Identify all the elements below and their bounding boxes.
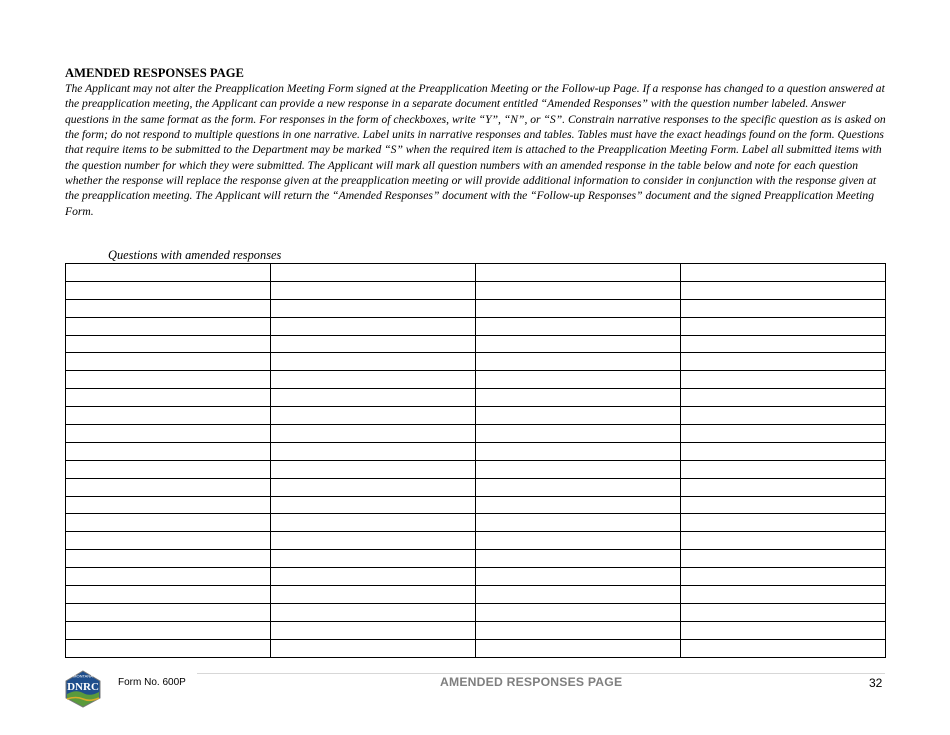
table-cell[interactable] [476,478,681,496]
table-cell[interactable] [476,460,681,478]
table-cell[interactable] [681,425,886,443]
table-cell[interactable] [476,550,681,568]
table-cell[interactable] [271,478,476,496]
table-cell[interactable] [271,568,476,586]
table-cell[interactable] [271,639,476,657]
table-row [66,389,886,407]
amended-responses-table [65,263,886,658]
table-cell[interactable] [476,514,681,532]
table-cell[interactable] [271,460,476,478]
table-cell[interactable] [66,407,271,425]
table-row [66,639,886,657]
table-cell[interactable] [66,621,271,639]
page-footer [0,668,950,708]
table-row [66,335,886,353]
footer-page-title: AMENDED RESPONSES PAGE [440,675,623,689]
form-number: Form No. 600P [118,677,186,688]
table-cell[interactable] [271,335,476,353]
table-cell[interactable] [271,317,476,335]
table-cell[interactable] [681,550,886,568]
table-cell[interactable] [476,621,681,639]
dnrc-logo [64,670,102,708]
table-cell[interactable] [681,514,886,532]
table-cell[interactable] [271,496,476,514]
table-cell[interactable] [271,389,476,407]
table-cell[interactable] [681,621,886,639]
table-cell[interactable] [476,603,681,621]
logo-text: DNRC [67,681,99,693]
table-cell[interactable] [271,299,476,317]
table-row [66,478,886,496]
table-cell[interactable] [681,460,886,478]
table-cell[interactable] [271,603,476,621]
table-cell[interactable] [271,532,476,550]
table-cell[interactable] [476,371,681,389]
table-cell[interactable] [681,335,886,353]
table-cell[interactable] [681,586,886,604]
table-cell[interactable] [681,407,886,425]
table-cell[interactable] [681,281,886,299]
table-cell[interactable] [271,425,476,443]
table-cell[interactable] [681,442,886,460]
table-cell[interactable] [66,389,271,407]
footer-divider [197,673,885,674]
table-row [66,586,886,604]
table-cell[interactable] [271,353,476,371]
table-cell[interactable] [681,371,886,389]
table-cell[interactable] [66,335,271,353]
table-cell[interactable] [476,568,681,586]
table-cell[interactable] [476,264,681,282]
table-row [66,299,886,317]
table-cell[interactable] [476,281,681,299]
table-row [66,371,886,389]
instructions-paragraph: The Applicant may not alter the Preapplication Meeting Form signed at the Preapplication Meeting or the Follow-up Page. If a response has changed to a question answered at the preapplication meeting, the Applicant can provide a new response in a separate document entitled “Amended Responses” with the question number labeled. Answer questions in the same format as the form. For responses in the form of checkboxes, write “Y”, “N”, or “S”. Constrain narrative responses to the specific question as is asked on the form; do not respond to multiple questions in one narrative. Label units in narrative responses and tables. Tables must have the exact headings found on the form. Questions that require items to be submitted to the Department may be marked “S” when the required item is attached to the Preapplication Meeting Form. Label all submitted items with the question number for which they were submitted. The Applicant will mark all question numbers with an amended response in the table below and note for each question whether the response will replace the response given at the preapplication meeting or will provide additional information to consider in conjunction with the response given at the preapplication meeting. The Applicant will return the “Amended Responses” document with the “Follow-up Responses” document and the signed Preapplication Meeting Form. [65,82,886,218]
page-heading: AMENDED RESPONSES PAGE [65,66,244,80]
table-cell[interactable] [476,299,681,317]
table-cell[interactable] [476,335,681,353]
table-cell[interactable] [66,514,271,532]
table-caption: Questions with amended responses [108,248,282,262]
table-cell[interactable] [681,532,886,550]
table-cell[interactable] [476,442,681,460]
table-cell[interactable] [271,621,476,639]
table-cell[interactable] [681,299,886,317]
table-row [66,425,886,443]
table-cell[interactable] [66,299,271,317]
table-cell[interactable] [66,425,271,443]
table-cell[interactable] [66,639,271,657]
table-cell[interactable] [476,496,681,514]
table-row [66,550,886,568]
table-row [66,407,886,425]
table-row [66,281,886,299]
table-cell[interactable] [66,496,271,514]
logo-top-text: MONTANA [73,673,93,679]
table-cell[interactable] [271,550,476,568]
table-row [66,532,886,550]
table-cell[interactable] [66,317,271,335]
table-cell[interactable] [271,586,476,604]
table-cell[interactable] [681,264,886,282]
table-cell[interactable] [681,389,886,407]
table-cell[interactable] [476,317,681,335]
page-body [65,66,887,219]
table-cell[interactable] [271,264,476,282]
table-cell[interactable] [66,371,271,389]
table-cell[interactable] [476,407,681,425]
table-cell[interactable] [271,281,476,299]
table-cell[interactable] [681,568,886,586]
table-cell[interactable] [66,478,271,496]
table-cell[interactable] [66,442,271,460]
table-cell[interactable] [681,317,886,335]
table-cell[interactable] [271,514,476,532]
table-cell[interactable] [66,460,271,478]
table-cell[interactable] [66,264,271,282]
table-row [66,496,886,514]
table-row [66,317,886,335]
table-row [66,442,886,460]
table-cell[interactable] [476,353,681,371]
table-row [66,353,886,371]
table-cell[interactable] [271,442,476,460]
table-cell[interactable] [681,353,886,371]
table-cell[interactable] [66,550,271,568]
table-row [66,621,886,639]
table-cell[interactable] [66,353,271,371]
table-cell[interactable] [66,532,271,550]
table-row [66,460,886,478]
table-cell[interactable] [271,407,476,425]
amended-responses-table-body [66,264,886,658]
table-cell[interactable] [271,371,476,389]
table-row [66,603,886,621]
table-cell[interactable] [681,496,886,514]
table-cell[interactable] [681,603,886,621]
table-cell[interactable] [66,603,271,621]
table-cell[interactable] [476,639,681,657]
table-row [66,514,886,532]
table-row [66,264,886,282]
table-cell[interactable] [681,478,886,496]
table-cell[interactable] [476,425,681,443]
table-cell[interactable] [681,639,886,657]
table-row [66,568,886,586]
table-cell[interactable] [66,586,271,604]
table-cell[interactable] [66,281,271,299]
page-number: 32 [869,676,883,690]
table-cell[interactable] [66,568,271,586]
table-cell[interactable] [476,532,681,550]
table-cell[interactable] [476,389,681,407]
table-cell[interactable] [476,586,681,604]
